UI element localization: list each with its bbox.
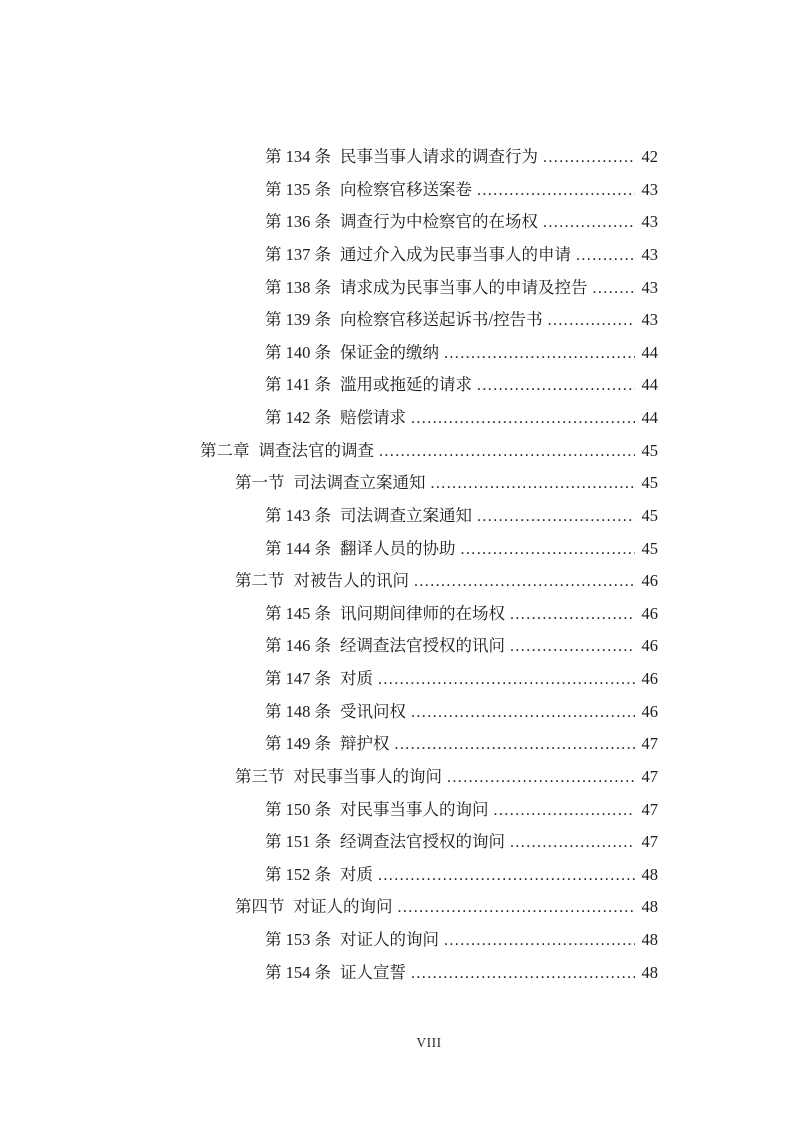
- toc-entry-title: 对证人的询问: [293, 897, 393, 917]
- toc-entry[interactable]: [200, 402, 658, 435]
- toc-entry-title: 调查法官的调查: [258, 440, 374, 460]
- toc-entry-number: 第 149 条: [265, 734, 331, 754]
- toc-entry-number: 第 139 条: [265, 310, 331, 330]
- toc-entry[interactable]: [200, 239, 658, 272]
- toc-entry-number: 第二节: [235, 571, 285, 591]
- toc-entry-page-number: 48: [641, 864, 658, 884]
- toc-entry[interactable]: [200, 826, 658, 859]
- toc-entry-number: 第 150 条: [265, 799, 331, 819]
- footer-page-number: VIII: [416, 1035, 442, 1050]
- table-of-contents: [200, 141, 658, 989]
- toc-entry-title: 对质: [340, 669, 373, 688]
- toc-entry-title: 向检察官移送起诉书/控告书: [340, 310, 543, 330]
- toc-entry[interactable]: [200, 435, 658, 468]
- dot-leader: [411, 696, 635, 730]
- toc-entry[interactable]: [200, 794, 658, 827]
- toc-entry-page-number: 48: [641, 962, 658, 982]
- toc-entry-number: 第 147 条: [265, 669, 331, 688]
- toc-entry-title: 对被告人的讯问: [293, 571, 409, 591]
- dot-leader: [477, 500, 635, 534]
- toc-entry-number: 第 148 条: [265, 701, 331, 721]
- toc-entry-page-number: 46: [641, 701, 658, 721]
- toc-entry[interactable]: [200, 533, 658, 566]
- toc-entry-number: 第 143 条: [265, 505, 331, 525]
- toc-entry-page-number: 47: [641, 766, 658, 786]
- dot-leader: [548, 304, 635, 338]
- toc-entry-title: 证人宣誓: [340, 962, 406, 982]
- toc-entry-title: 对证人的询问: [340, 930, 439, 949]
- toc-entry-title: 翻译人员的协助: [340, 538, 456, 558]
- toc-entry-title: 向检察官移送案卷: [340, 179, 472, 199]
- toc-entry[interactable]: [200, 565, 658, 598]
- toc-entry-title: 请求成为民事当事人的申请及控告: [340, 277, 588, 297]
- toc-entry[interactable]: [200, 598, 658, 631]
- toc-entry-page-number: 48: [641, 897, 658, 917]
- toc-entry-number: 第 138 条: [265, 277, 331, 297]
- dot-leader: [543, 206, 635, 240]
- dot-leader: [414, 565, 635, 599]
- toc-entry-page-number: 44: [641, 375, 658, 395]
- dot-leader: [411, 402, 635, 436]
- toc-entry-page-number: 45: [641, 473, 658, 493]
- toc-entry-page-number: 44: [641, 408, 658, 427]
- toc-entry[interactable]: [200, 369, 658, 402]
- toc-entry-title: 讯问期间律师的在场权: [340, 603, 505, 623]
- toc-entry[interactable]: [200, 957, 658, 990]
- dot-leader: [477, 174, 635, 208]
- toc-entry-page-number: 45: [641, 505, 658, 525]
- toc-entry-title: 经调查法官授权的讯问: [340, 636, 505, 656]
- toc-entry-page-number: 43: [641, 244, 658, 264]
- toc-entry-title: 赔偿请求: [340, 408, 406, 427]
- dot-leader: [510, 826, 635, 860]
- toc-entry-page-number: 46: [641, 636, 658, 656]
- toc-entry-number: 第 153 条: [265, 930, 331, 949]
- toc-entry-number: 第 152 条: [265, 864, 331, 884]
- toc-entry-number: 第 144 条: [265, 538, 331, 558]
- toc-entry-number: 第 142 条: [265, 408, 331, 427]
- toc-entry-page-number: 44: [641, 342, 658, 362]
- toc-entry-number: 第 146 条: [265, 636, 331, 656]
- toc-entry-page-number: 43: [641, 310, 658, 330]
- dot-leader: [494, 794, 636, 828]
- toc-entry-title: 辩护权: [340, 734, 390, 754]
- toc-entry-number: 第 145 条: [265, 603, 331, 623]
- toc-entry[interactable]: [200, 467, 658, 500]
- toc-entry-number: 第 141 条: [265, 375, 331, 395]
- toc-entry-number: 第四节: [235, 897, 285, 917]
- toc-entry-page-number: 43: [641, 212, 658, 232]
- toc-entry[interactable]: [200, 696, 658, 729]
- toc-entry-number: 第 140 条: [265, 342, 331, 362]
- dot-leader: [378, 663, 635, 697]
- toc-entry[interactable]: [200, 761, 658, 794]
- dot-leader: [543, 141, 635, 175]
- toc-entry[interactable]: [200, 500, 658, 533]
- toc-entry-title: 保证金的缴纳: [340, 342, 439, 362]
- toc-entry-page-number: 47: [641, 734, 658, 754]
- toc-entry-page-number: 47: [641, 832, 658, 852]
- toc-entry[interactable]: [200, 304, 658, 337]
- toc-entry-title: 通过介入成为民事当事人的申请: [340, 244, 571, 264]
- toc-entry-page-number: 45: [641, 440, 658, 460]
- dot-leader: [510, 630, 635, 664]
- toc-entry-title: 滥用或拖延的请求: [340, 375, 472, 395]
- dot-leader: [461, 533, 636, 567]
- toc-entry-title: 调查行为中检察官的在场权: [340, 212, 538, 232]
- toc-entry-title: 司法调查立案通知: [293, 473, 426, 493]
- toc-entry-page-number: 47: [641, 799, 658, 819]
- toc-entry[interactable]: [200, 630, 658, 663]
- toc-entry-page-number: 48: [641, 930, 658, 949]
- toc-entry-number: 第二章: [200, 440, 250, 460]
- dot-leader: [447, 761, 635, 795]
- toc-entry-title: 对质: [340, 864, 373, 884]
- toc-entry-title: 民事当事人请求的调查行为: [340, 147, 538, 166]
- toc-entry[interactable]: [200, 206, 658, 239]
- toc-entry-title: 司法调查立案通知: [340, 505, 472, 525]
- dot-leader: [431, 467, 636, 501]
- toc-entry-number: 第一节: [235, 473, 285, 493]
- dot-leader: [395, 728, 636, 762]
- toc-entry-page-number: 42: [641, 147, 658, 166]
- dot-leader: [510, 598, 635, 632]
- toc-entry[interactable]: [200, 141, 658, 174]
- toc-entry-number: 第三节: [235, 766, 285, 786]
- toc-entry[interactable]: [200, 272, 658, 305]
- toc-entry-page-number: 46: [641, 669, 658, 688]
- toc-entry-title: 对民事当事人的询问: [340, 799, 489, 819]
- toc-entry[interactable]: [200, 337, 658, 370]
- toc-entry-page-number: 46: [641, 571, 658, 591]
- toc-entry-number: 第 154 条: [265, 962, 331, 982]
- toc-entry-number: 第 135 条: [265, 179, 331, 199]
- toc-entry-title: 对民事当事人的询问: [293, 766, 442, 786]
- toc-entry-number: 第 134 条: [265, 147, 331, 166]
- dot-leader: [379, 435, 635, 469]
- toc-entry[interactable]: [200, 663, 658, 696]
- dot-leader: [398, 891, 636, 925]
- dot-leader: [576, 239, 635, 273]
- toc-entry-number: 第 137 条: [265, 244, 331, 264]
- dot-leader: [444, 924, 635, 958]
- dot-leader: [411, 957, 635, 991]
- dot-leader: [477, 369, 635, 403]
- toc-entry-page-number: 43: [641, 277, 658, 297]
- toc-entry-page-number: 43: [641, 179, 658, 199]
- dot-leader: [444, 337, 635, 371]
- dot-leader: [593, 272, 636, 306]
- toc-entry-title: 受讯问权: [340, 701, 406, 721]
- toc-entry-number: 第 136 条: [265, 212, 331, 232]
- toc-entry-page-number: 45: [641, 538, 658, 558]
- toc-entry[interactable]: [200, 728, 658, 761]
- dot-leader: [378, 859, 635, 893]
- toc-entry[interactable]: [200, 174, 658, 207]
- toc-entry[interactable]: [200, 891, 658, 924]
- toc-entry[interactable]: [200, 859, 658, 892]
- toc-entry-number: 第 151 条: [265, 832, 331, 852]
- toc-entry-page-number: 46: [641, 603, 658, 623]
- toc-entry-title: 经调查法官授权的询问: [340, 832, 505, 852]
- toc-entry[interactable]: [200, 924, 658, 957]
